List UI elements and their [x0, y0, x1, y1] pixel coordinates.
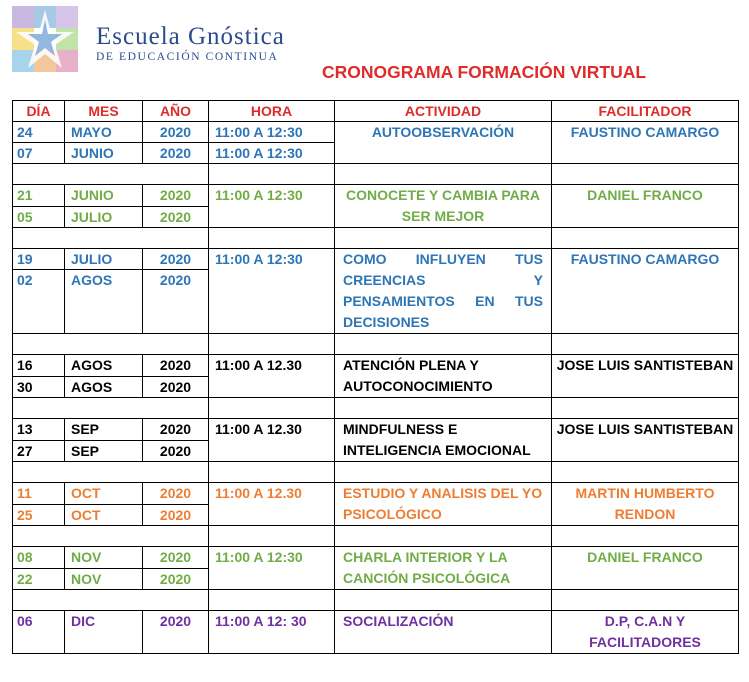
activity-cell: ESTUDIO Y ANALISIS DEL YO PSICOLÓGICO — [335, 483, 552, 526]
year-cell: 2020 — [143, 547, 209, 569]
year-cell: 2020 — [143, 270, 209, 334]
month-cell: AGOS — [65, 355, 143, 377]
day-cell: 08 — [13, 547, 65, 569]
table-row — [13, 419, 739, 441]
time-cell: 11:00 A 12.30 — [209, 419, 335, 462]
day-cell: 22 — [13, 568, 65, 590]
facilitator-cell: MARTIN HUMBERTO RENDON — [552, 483, 739, 526]
time-cell: 11:00 A 12:30 — [209, 185, 335, 228]
column-header-mes: MES — [65, 101, 143, 122]
day-cell: 02 — [13, 270, 65, 334]
activity-cell: SOCIALIZACIÓN — [335, 611, 552, 654]
column-header-dia: DÍA — [13, 101, 65, 122]
facilitator-cell: DANIEL FRANCO — [552, 185, 739, 228]
brand-name: Escuela Gnóstica — [96, 23, 285, 50]
activity-cell: CONOCETE Y CAMBIA PARA SER MEJOR — [335, 185, 552, 228]
day-cell: 19 — [13, 249, 65, 270]
day-cell: 06 — [13, 611, 65, 654]
spacer-row — [13, 462, 739, 483]
table-row — [13, 185, 739, 207]
day-cell: 25 — [13, 504, 65, 526]
activity-cell: CHARLA INTERIOR Y LA CANCIÓN PSICOLÓGICA — [335, 547, 552, 590]
brand-subtitle: DE EDUCACIÓN CONTINUA — [96, 51, 279, 63]
day-cell: 24 — [13, 122, 65, 143]
month-cell: AGOS — [65, 376, 143, 398]
year-cell: 2020 — [143, 440, 209, 462]
facilitator-cell: D.P, C.A.N Y FACILITADORES — [552, 611, 739, 654]
year-cell: 2020 — [143, 206, 209, 228]
month-cell: JUNIO — [65, 143, 143, 164]
day-cell: 21 — [13, 185, 65, 207]
table-row — [13, 547, 739, 569]
facilitator-cell: JOSE LUIS SANTISTEBAN — [552, 355, 739, 398]
month-cell: AGOS — [65, 270, 143, 334]
spacer-row — [13, 228, 739, 249]
year-cell: 2020 — [143, 376, 209, 398]
month-cell: SEP — [65, 440, 143, 462]
month-cell: DIC — [65, 611, 143, 654]
month-cell: OCT — [65, 504, 143, 526]
page-title: CRONOGRAMA FORMACIÓN VIRTUAL — [322, 62, 647, 82]
spacer-row — [13, 164, 739, 185]
day-cell: 07 — [13, 143, 65, 164]
facilitator-cell: FAUSTINO CAMARGO — [552, 249, 739, 334]
spacer-row — [13, 526, 739, 547]
column-header-ano: AÑO — [143, 101, 209, 122]
month-cell: MAYO — [65, 122, 143, 143]
year-cell: 2020 — [143, 419, 209, 441]
year-cell: 2020 — [143, 143, 209, 164]
table-row — [13, 249, 739, 270]
year-cell: 2020 — [143, 185, 209, 207]
activity-cell: ATENCIÓN PLENA Y AUTOCONOCIMIENTO — [335, 355, 552, 398]
time-cell: 11:00 A 12.30 — [209, 355, 335, 398]
facilitator-cell: DANIEL FRANCO — [552, 547, 739, 590]
day-cell: 11 — [13, 483, 65, 505]
column-header-facilitador: FACILITADOR — [552, 101, 739, 122]
schedule-table — [12, 100, 739, 654]
spacer-row — [13, 398, 739, 419]
table-row — [13, 355, 739, 377]
month-cell: JULIO — [65, 206, 143, 228]
time-cell: 11:00 A 12:30 — [209, 249, 335, 334]
table-row — [13, 611, 739, 654]
spacer-row — [13, 334, 739, 355]
year-cell: 2020 — [143, 483, 209, 505]
year-cell: 2020 — [143, 568, 209, 590]
year-cell: 2020 — [143, 504, 209, 526]
facilitator-cell: FAUSTINO CAMARGO — [552, 122, 739, 164]
column-header-hora: HORA — [209, 101, 335, 122]
day-cell: 16 — [13, 355, 65, 377]
day-cell: 30 — [13, 376, 65, 398]
time-cell: 11:00 A 12: 30 — [209, 611, 335, 654]
time-cell: 11:00 A 12:30 — [209, 122, 335, 143]
year-cell: 2020 — [143, 249, 209, 270]
year-cell: 2020 — [143, 122, 209, 143]
month-cell: OCT — [65, 483, 143, 505]
time-cell: 11:00 A 12:30 — [209, 547, 335, 590]
day-cell: 13 — [13, 419, 65, 441]
day-cell: 27 — [13, 440, 65, 462]
facilitator-cell: JOSE LUIS SANTISTEBAN — [552, 419, 739, 462]
month-cell: NOV — [65, 568, 143, 590]
day-cell: 05 — [13, 206, 65, 228]
table-row — [13, 483, 739, 505]
year-cell: 2020 — [143, 355, 209, 377]
column-header-actividad: ACTIVIDAD — [335, 101, 552, 122]
spacer-row — [13, 590, 739, 611]
month-cell: SEP — [65, 419, 143, 441]
table-header-row — [13, 101, 739, 122]
school-logo-icon — [12, 6, 78, 72]
activity-cell: AUTOOBSERVACIÓN — [335, 122, 552, 164]
time-cell: 11:00 A 12:30 — [209, 143, 335, 164]
table-row — [13, 122, 739, 143]
month-cell: JULIO — [65, 249, 143, 270]
month-cell: JUNIO — [65, 185, 143, 207]
time-cell: 11:00 A 12.30 — [209, 483, 335, 526]
year-cell: 2020 — [143, 611, 209, 654]
activity-cell: COMO INFLUYEN TUS CREENCIAS Y PENSAMIENTOS EN TUS DECISIONES — [335, 249, 552, 334]
month-cell: NOV — [65, 547, 143, 569]
activity-cell: MINDFULNESS E INTELIGENCIA EMOCIONAL — [335, 419, 552, 462]
